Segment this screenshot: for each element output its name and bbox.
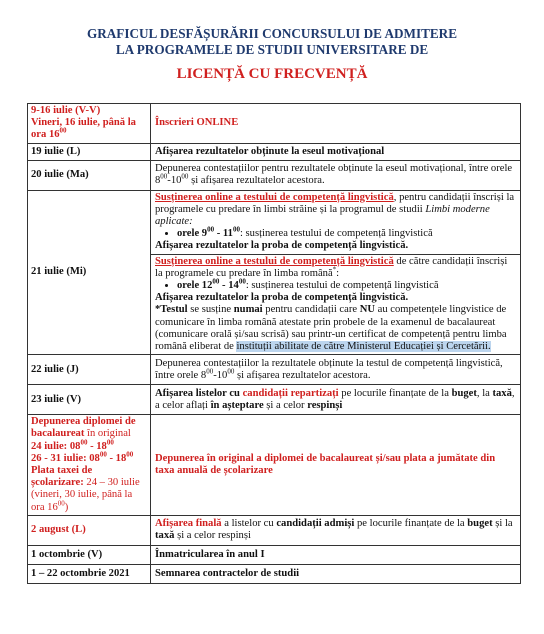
language-test-romanian: Susținerea online a testului de competență lingvistică de către candidații înscriși la programele cu predare în limba română*: • orele $12^{00} - 14^{00}$: susținerea testului de competență lingvistică Afișarea rezultatelor la proba de competență lingvistică. *Testul se susține numai pentru candidații care NU au competențele lingvistice de comunicare în limba română atestate prin probele de la examenul de bacalaureat (comunicare orală și/sau scrisă) sau printr-un certificat de competență pentru limba română eliberat de instituții abilitate de către Ministerul Educației și Cercetării. — [151, 255, 520, 355]
date-cell: 9-16 iulie (V-V) Vineri, 16 iulie, până la ora $16^{00}$ — [28, 104, 151, 144]
event-cell: Afișarea finală a listelor cu candidații admiși pe locurile finanțate de la buget și la taxă și a celor respinși — [151, 515, 521, 545]
table-row — [28, 190, 521, 355]
date-cell: 23 iulie (V) — [28, 385, 151, 415]
date-cell: 19 iulie (L) — [28, 143, 151, 160]
date-cell: 21 iulie (Mi) — [28, 190, 151, 355]
table-row — [28, 143, 521, 160]
table-row — [28, 160, 521, 190]
table-row — [28, 385, 521, 415]
date-cell: 1 – 22 octombrie 2021 — [28, 564, 151, 583]
table-row — [28, 415, 521, 516]
table-row — [28, 545, 521, 564]
table-row — [28, 104, 521, 144]
date-cell: 2 august (L) — [28, 515, 151, 545]
event-cell: Înscrieri ONLINE — [151, 104, 521, 144]
highlighted-text: instituții abilitate de către Ministerul Educației și Cercetării. — [236, 341, 491, 353]
date-cell: 22 iulie (J) — [28, 355, 151, 385]
event-cell: Depunerea contestațiilor pentru rezultatele obținute la eseul motivațional, între orele $8^{00}-10^{00}$ și afișarea rezultatelor acestora. — [151, 160, 521, 190]
table-row — [28, 515, 521, 545]
event-cell: Semnarea contractelor de studii — [151, 564, 521, 583]
date-cell: Depunerea diplomei de bacalaureat în original 24 iulie: $08^{00} - 18^{00}$ 26 - 31 iulie: $08^{00} - 18^{00}$ Plata taxei de școlarizare: 24 – 30 iulie (vineri, 30 iulie, până la ora $16^{00}$) — [28, 415, 151, 516]
title-line-2: LA PROGRAMELE DE STUDII UNIVERSITARE DE — [115, 42, 429, 57]
date-cell: 20 iulie (Ma) — [28, 160, 151, 190]
event-cell: Afișarea rezultatelor obținute la eseul motivațional — [151, 143, 521, 160]
event-cell: Înmatricularea în anul I — [151, 545, 521, 564]
date-cell: 1 octombrie (V) — [28, 545, 151, 564]
title-line-3: LICENȚĂ CU FRECVENȚĂ — [176, 66, 368, 82]
schedule-table — [27, 103, 521, 584]
table-row — [28, 355, 521, 385]
language-test-foreign: Susținerea online a testului de competență lingvistică, pentru candidații înscriși la programele cu predare în limbi străine și la programul de studii Limbi moderne aplicate: • orele $9^{00} - 11^{00}$: susținerea testului de competență lingvistică Afișarea rezultatelor la proba de competență lingvistică. — [151, 191, 520, 255]
title-line-1: GRAFICUL DESFĂȘURĂRII CONCURSULUI DE ADMITERE — [86, 26, 458, 41]
event-cell — [151, 190, 521, 355]
event-cell: Depunerea în original a diplomei de bacalaureat și/sau plata a jumătate din taxa anuală de școlarizare — [151, 415, 521, 516]
table-row — [28, 564, 521, 583]
event-cell: Depunerea contestațiilor la rezultatele obținute la testul de competență lingvistică, între orele $8^{00}-10^{00}$ și afișarea rezultatelor acestora. — [151, 355, 521, 385]
event-cell: Afișarea listelor cu candidații repartizați pe locurile finanțate de la buget, la taxă, a celor aflați în așteptare și a celor respinși — [151, 385, 521, 415]
